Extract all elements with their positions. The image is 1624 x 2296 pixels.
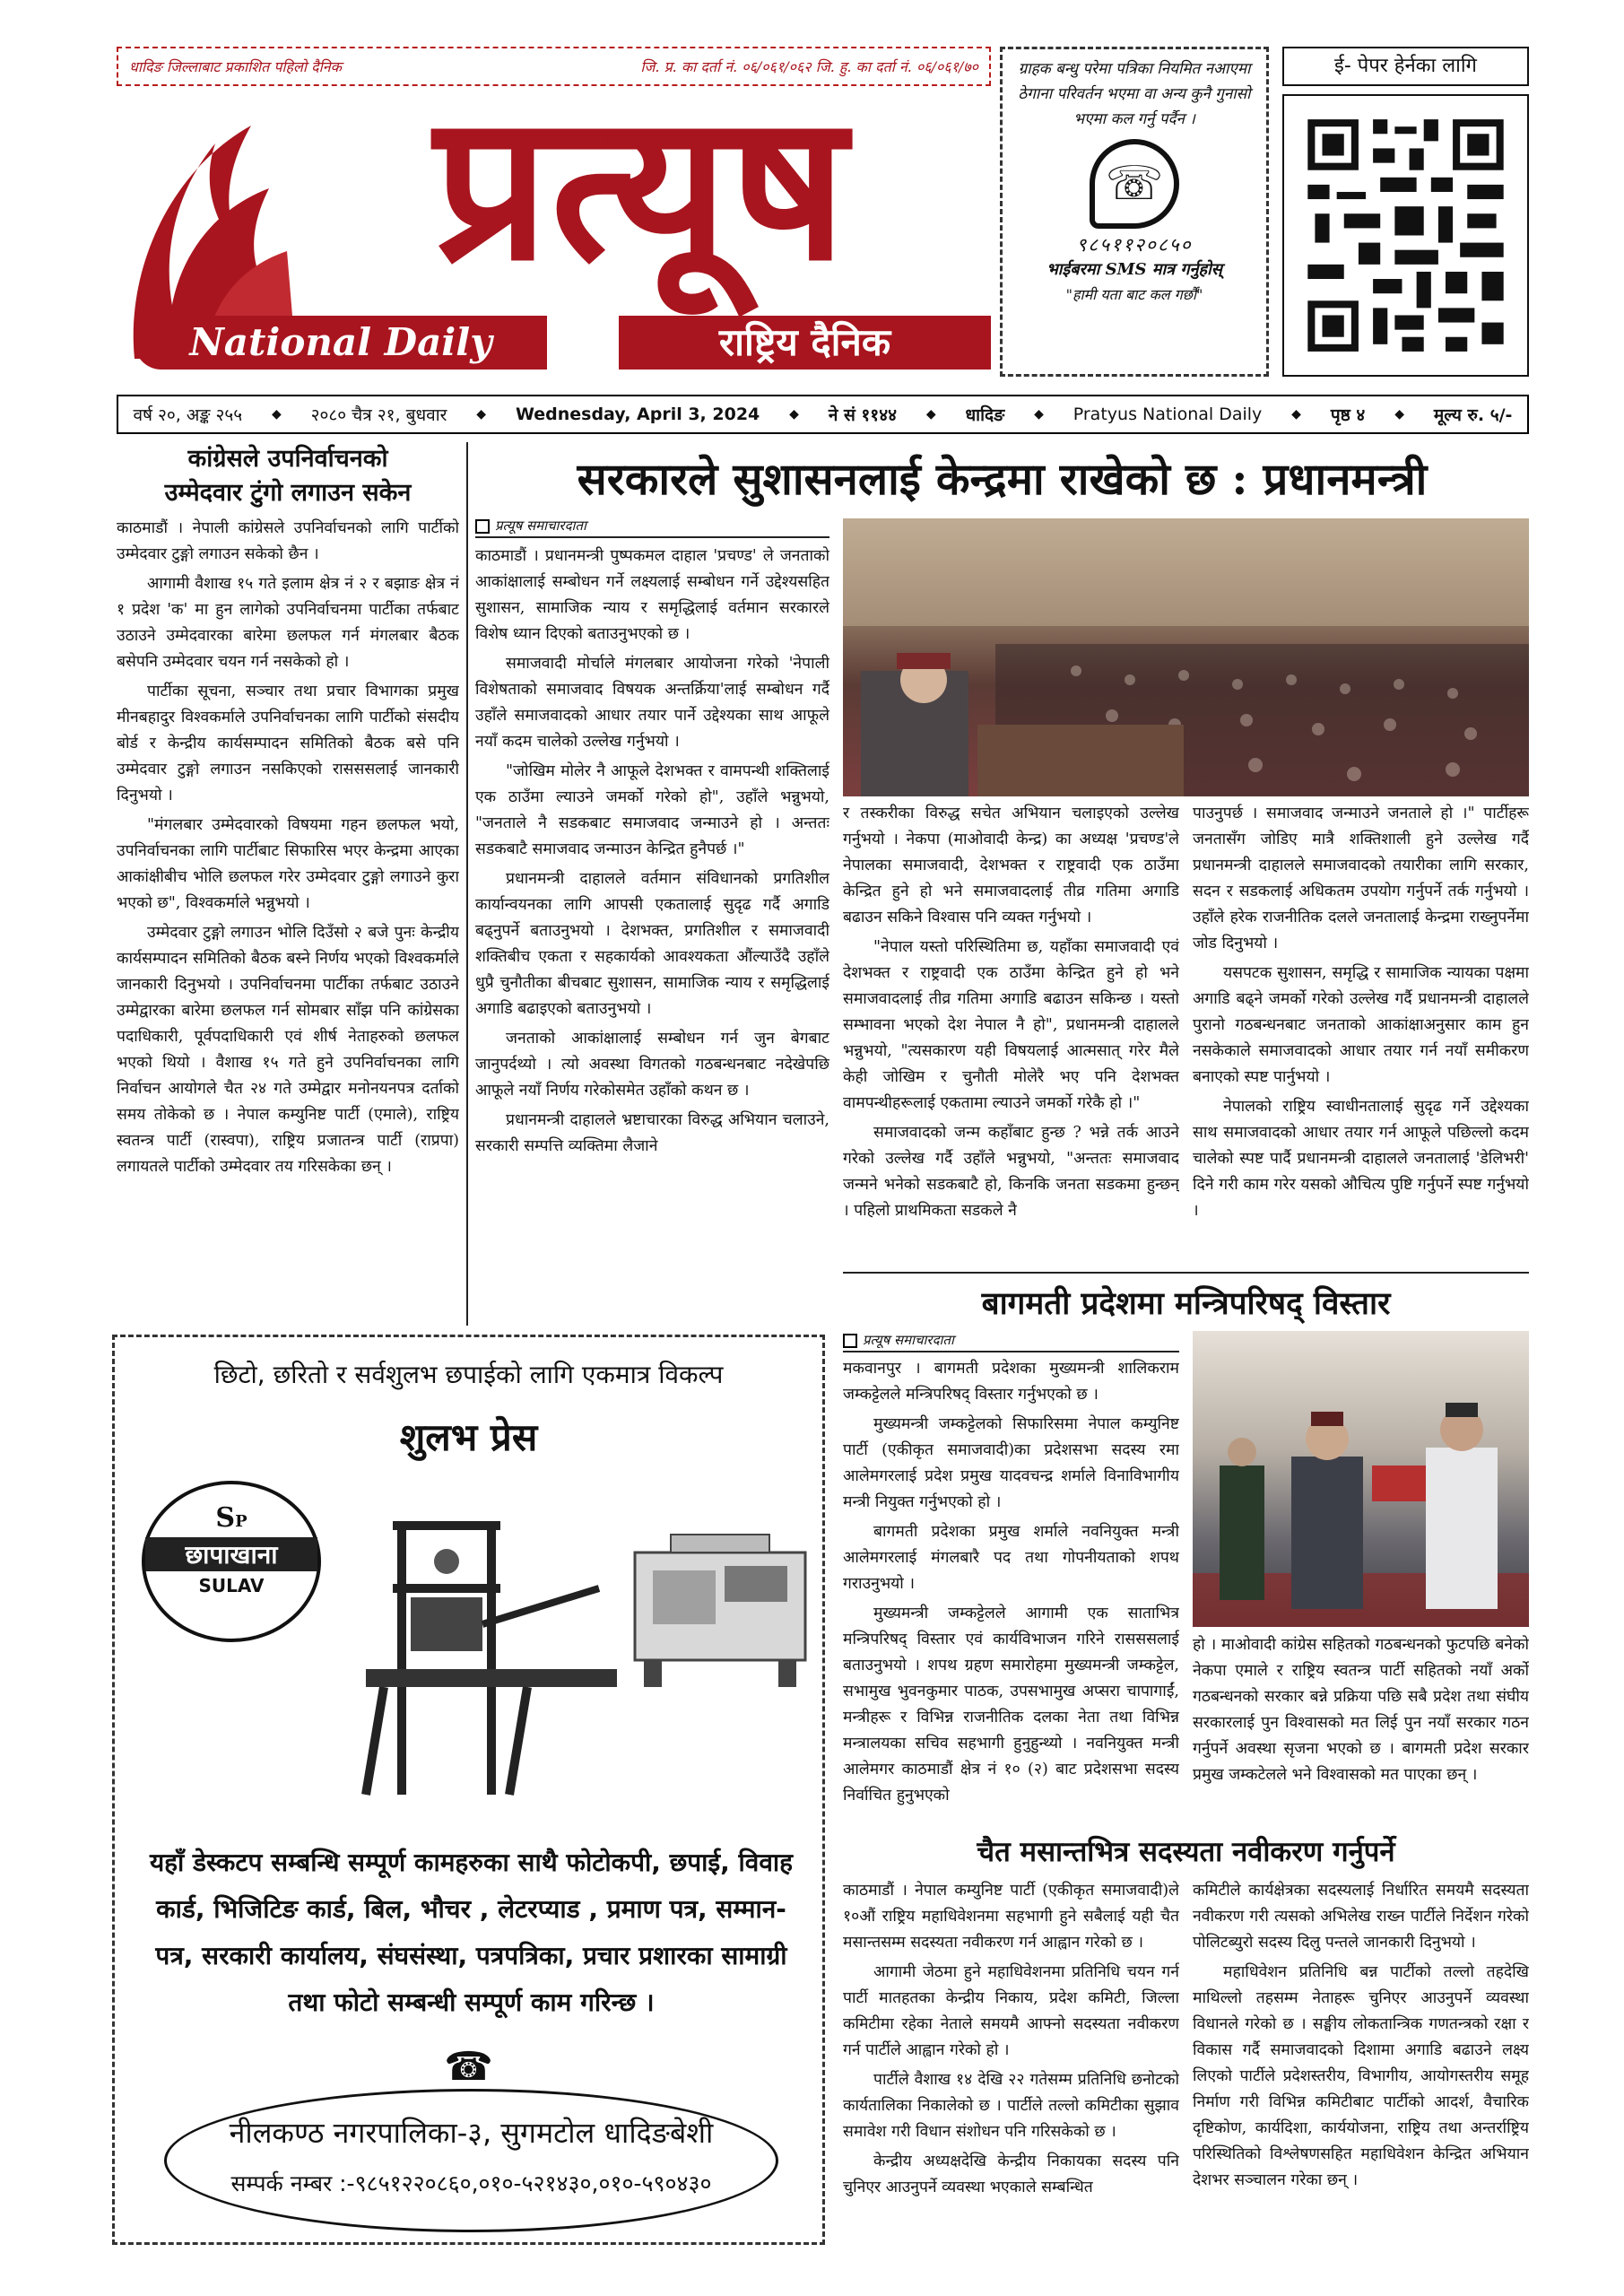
bagmati-byline (843, 1331, 1179, 1352)
main-paragraph: "नेपाल यस्तो परिस्थितिमा छ, यहाँका समाजवादी एवं देशभक्त र राष्ट्रवादी एक ठाउँमा केन्द्रित हुने हो भने समाजवादलाई तीव्र गतिमा अगाडि बढाउन सकिन्छ । यस्तो सम्भावना भएको देश नेपाल नै हो", प्रधानमन्त्री दाहालले भन्नुभयो, "त्यसकारण यही विषयलाई आत्मसात् गरेर मैले केही जोखिम र चुनौती मोलेरै भए पनि देशभक्त वामपन्थीहरूलाई एकतामा ल्याउने जमर्को गरेकै हो ।" (843, 938, 1179, 1112)
main-byline (475, 517, 829, 538)
logo-sp-icon: SP (215, 1502, 248, 1534)
main-paragraph: समाजवादको जन्म कहाँबाट हुन्छ ? भन्ने तर्क आउने गरेको उल्लेख गर्दै उहाँले भन्नुभयो, "अन्ततः समाजवाद जन्मने भनेको सडकबाटै हो, किनकि जनता सडकमा हुन्छन् । पहिलो प्राथमिकता सडकले नै (843, 1124, 1179, 1220)
ad-contact-numbers: सम्पर्क नम्बर :-९८५१२२०८६०,०१०-५२१४३०,०१०-५९०४३० (230, 2170, 712, 2196)
left-headline-line-2: उम्मेदवार टुंगो लगाउन सकेन (164, 479, 412, 507)
main-column-3 (1193, 801, 1529, 1267)
main-column-1 (475, 544, 829, 1326)
qr-code-icon[interactable] (1282, 94, 1529, 377)
volume-issue: वर्ष २०, अङ्क २५५ (133, 405, 243, 425)
tagline-english: National Daily (135, 316, 547, 370)
main-column-2 (843, 801, 1179, 1267)
left-paragraph: आगामी वैशाख १५ गते इलाम क्षेत्र नं २ र बझाङ क्षेत्र नं १ प्रदेश 'क' मा हुन लागेको उपनिर्वाचनमा पार्टीका तर्फबाट उठाउने उम्मेदवारका बारेमा छलफल गर्न मंगलबार बैठक बसेपनि उम्मेदवार चयन गर्न नसकेको हो । (117, 575, 459, 671)
main-headline: सरकारले सुशासनलाई केन्द्रमा राखेको छ : प्रधानमन्त्री (577, 453, 1428, 505)
main-paragraph: "जोखिम मोलेर नै आफूले देशभक्त र वामपन्थी शक्तिलाई एक ठाउँमा ल्याउने जमर्को गरेको हो", उहाँले भन्नुभयो, "जनताले नै सडकबाट समाजवाद जन्माउने हो । अन्ततः सडकबाटै समाजवाद जन्माउन केन्द्रित हुनैपर्छ ।" (475, 762, 829, 858)
separator-diamond-icon: ◆ (1034, 407, 1044, 422)
main-paragraph: नेपालको राष्ट्रिय स्वाधीनतालाई सुदृढ गर्ने उद्देश्यका साथ समाजवादको आधार तयार गर्न आफूले पछिल्लो कदम चालेको स्पष्ट पार्दै प्रधानमन्त्री दाहालले जनतालाई 'डेलिभरी' दिने गरी काम गरेर यसको औचित्य पुष्टि गर्नुपर्ने स्पष्ट गर्नुभयो । (1193, 1098, 1529, 1220)
separator-diamond-icon: ◆ (1394, 407, 1404, 422)
bagmati-column-1 (843, 1356, 1179, 1827)
notice-text: ग्राहक बन्धु परेमा पत्रिका नियमित नआएमा ठेगाना परिवर्तन भएमा वा अन्य कुनै गुनासो भएमा कल गर्नु पर्दैन । (1018, 60, 1251, 128)
left-headline-line-1: कांग्रेसले उपनिर्वाचनको (187, 445, 388, 473)
date-nepali: २०८० चैत्र २१, बुधवार (310, 405, 447, 425)
left-paragraph: "मंगलबार उम्मेदवारको विषयमा गहन छलफल भयो, उपनिर्वाचनका लागि पार्टीबाट सिफारिस भएर केन्द्रमा आएका आकांक्षीबीच भोलि छलफल गरेर उम्मेदवार टुङ्गो लगाउने कुरा भएको छ", विश्वकर्माले भन्नुभयो । (117, 816, 459, 912)
bagmati-headline: बागमती प्रदेशमा मन्त्रिपरिषद् विस्तार (981, 1286, 1391, 1322)
main-paragraph: पाउनुपर्छ । समाजवाद जन्माउने जनताले हो ।" पार्टीहरू जनतासँग जोडिए मात्रै शक्तिशाली हुने उल्लेख गर्दै प्रधानमन्त्री दाहालले समाजवादको तयारीका लागि सरकार, सदन र सडकलाई अधिकतम उपयोग गर्नुपर्ने तर्क गर्नुभयो । उहाँले हरेक राजनीतिक दलले जनतालाई केन्द्रमा राख्नुपर्नेमा जोड दिनुभयो । (1193, 804, 1529, 952)
publication-place: धादिङ (965, 405, 1005, 425)
price: मूल्य रु. ५/- (1433, 405, 1513, 425)
viber-number: ९८५११२०८५० (1076, 234, 1193, 256)
bagmati-article-photo (1193, 1331, 1529, 1627)
registration-number: जि. प्र. का दर्ता नं. ०६/०६१/०६२ जि. हु. का दर्ता नं. ०६/०६१/७० (640, 58, 978, 75)
epaper-label: ई- पेपर हेर्नका लागि (1282, 47, 1529, 86)
bagmati-byline-text: प्रत्यूष समाचारदाता (863, 1332, 954, 1348)
offset-printer-illustration (626, 1517, 814, 1696)
ad-services-text: यहाँ डेस्कटप सम्बन्धि सम्पूर्ण कामहरुका साथै फोटोकपी, छपाई, विवाह कार्ड, भिजिटिङ कार्ड, बिल, भौचर , लेटरप्याड , प्रमाण पत्र, सम्मान-पत्र, सरकारी कार्यालय, संघसंस्था, पत्रपत्रिका, प्रचार प्रशारका सामाग्री तथा फोटो सम्बन्धी सम्पूर्ण काम गरिन्छ । (149, 1848, 794, 2017)
publication-name: Pratyus National Daily (1073, 404, 1263, 424)
hand-press-illustration (330, 1508, 617, 1804)
sulav-press-advertisement (112, 1335, 825, 2245)
byline-box-icon (475, 519, 490, 534)
membership-paragraph: आगामी जेठमा हुने महाधिवेशनमा प्रतिनिधि चयन गर्न पार्टी मातहतका केन्द्रीय निकाय, प्रदेश कमिटी, जिल्ला कमिटीमा रहेका नेताले समयमै आफ्नो सदस्यता नवीकरण गर्न पार्टीले आह्वान गरेको हो । (843, 1963, 1179, 2059)
bagmati-paragraph: मकवानपुर । बागमती प्रदेशका मुख्यमन्त्री शालिकराम जम्कट्टेलले मन्त्रिपरिषद् विस्तार गर्नुभएको छ । (843, 1360, 1179, 1404)
main-paragraph: काठमाडौं । प्रधानमन्त्री पुष्पकमल दाहाल 'प्रचण्ड' ले जनताको आकांक्षालाई सम्बोधन गर्ने लक्ष्यलाई सम्बोधन गर्ने उद्देश्यसहित सुशासन, सामाजिक न्याय र समृद्धिलाई वर्तमान सरकारले विशेष ध्यान दिएको बताउनुभएको छ । (475, 547, 829, 643)
main-byline-text: प्रत्यूष समाचारदाता (495, 517, 586, 534)
membership-column-1 (843, 1878, 1179, 2246)
viber-icon: ☏ (1090, 139, 1179, 229)
separator-diamond-icon: ◆ (1291, 407, 1301, 422)
bagmati-paragraph: मुख्यमन्त्री जम्कट्टेलको सिफारिसमा नेपाल कम्युनिष्ट पार्टी (एकीकृत समाजवादी)का प्रदेशसभा सदस्य रमा आलेमगरलाई प्रदेश प्रमुख यादवचन्द्र शर्माले विनाविभागीय मन्त्री नियुक्त गर्नुभएको हो । (843, 1415, 1179, 1511)
membership-paragraph: कमिटीले कार्यक्षेत्रका सदस्यलाई निर्धारित समयमै सदस्यता नवीकरण गरी त्यसको अभिलेख राख्न पार्टीले निर्देशन गरेको पोलिटब्युरो सदस्य दिलु पन्तले जानकारी दिनुभयो । (1193, 1882, 1529, 1952)
ad-address-oval (164, 2089, 778, 2232)
main-paragraph: प्रधानमन्त्री दाहालले वर्तमान संविधानको प्रगतिशील कार्यान्वयनका लागि आपसी एकतालाई सुदृढ गर्दै अगाडि बढ्नुपर्ने बताउनुभयो । देशभक्त, प्रगतिशील र समाजवादी शक्तिबीच एकता र सहकार्यको आवश्यकता औंल्याउँदै उहाँले धुप्रै चुनौतीका बीचबाट सुशासन, सामाजिक न्याय र समृद्धिलाई अगाडि बढाइएको बताउनुभयो । (475, 870, 829, 1018)
left-article (117, 442, 459, 1326)
customer-notice-box (1000, 47, 1269, 377)
main-paragraph: प्रधानमन्त्री दाहालले भ्रष्टाचारका विरुद्ध अभियान चलाउने, सरकारी सम्पत्ति व्यक्तिमा लैजाने (475, 1111, 829, 1155)
ad-address: नीलकण्ठ नगरपालिका-३, सुगमटोल धादिङबेशी (229, 2116, 714, 2150)
main-paragraph: जनताको आकांक्षालाई सम्बोधन गर्न जुन बेगबाट जानुपर्दथ्यो । त्यो अवस्था विगतको गठबन्धनबाट नदेखेपछि आफूले नयाँ निर्णय गरेकोसमेत उहाँको कथन छ । (475, 1030, 829, 1100)
membership-paragraph: केन्द्रीय अध्यक्षदेखि केन्द्रीय निकायका सदस्य पनि चुनिएर आउनुपर्ने व्यवस्था भएकाले सम्बन्धित (843, 2152, 1179, 2196)
logo-english-text: SULAV (198, 1575, 265, 1596)
masthead-logo (117, 71, 991, 377)
first-daily-label: धादिङ जिल्लाबाट प्रकाशित पहिलो दैनिक (129, 58, 342, 75)
left-paragraph: उम्मेदवार टुङ्गो लगाउन भोलि दिउँसो २ बजे पुनः केन्द्रीय कार्यसम्पादन समितिको बैठक बस्ने निर्णय भएको विश्वकर्माले जानकारी दिनुभयो । उपनिर्वाचनमा पार्टीका तर्फबाट उठाउने उम्मेद्वारका बारेमा छलफल गर्न सोमबार साँझ पनि कांग्रेसका पदाधिकारी, पूर्वपदाधिकारी एवं शीर्ष नेताहरुको छलफल भएको थियो । वैशाख १५ गते हुने उपनिर्वाचनका लागि निर्वाचन आयोगले चैत २४ गते उम्मेद्वार मनोनयनपत्र दर्ताको समय तोकेको छ । नेपाल कम्युनिष्ट पार्टी (एमाले), राष्ट्रिय स्वतन्त्र पार्टी (रास्वपा), राष्ट्रिय प्रजातन्त्र पार्टी (राप्रपा) लगायतले पार्टीको उम्मेदवार तय गरिसकेका छन् । (117, 924, 459, 1176)
membership-column-2 (1193, 1878, 1529, 2246)
section-divider (843, 1272, 1529, 1274)
membership-paragraph: काठमाडौं । नेपाल कम्युनिष्ट पार्टी (एकीकृत समाजवादी)ले १०औं राष्ट्रिय महाधिवेशनमा सहभागी हुने सबैलाई यही चैत मसान्तसम्म सदस्यता नवीकरण गर्न आह्वान गरेको छ । (843, 1882, 1179, 1952)
dateline-bar (117, 395, 1529, 434)
left-paragraph: काठमाडौं । नेपाली कांग्रेसले उपनिर्वाचनको लागि पार्टीको उम्मेदवार टुङ्गो लगाउन सकेको छैन । (117, 519, 459, 563)
left-article-headline (117, 442, 459, 510)
viber-quote: "हामी यता बाट कल गर्छौं" (1065, 286, 1203, 303)
membership-paragraph: पार्टीले वैशाख १४ देखि २२ गतेसम्म प्रतिनिधि छनोटको कार्यतालिका निकालेको छ । पार्टीले तल्लो कमिटीका सुझाव समावेश गरी विधान संशोधन पनि गरिसकेको छ । (843, 2071, 1179, 2141)
logo-nepali-text: छापाखाना (145, 1537, 317, 1571)
nepal-sambat: ने सं ११४४ (828, 405, 897, 425)
separator-diamond-icon: ◆ (789, 407, 799, 422)
column-divider (466, 442, 468, 1326)
bagmati-paragraph: बागमती प्रदेशका प्रमुख शर्माले नवनियुक्त मन्त्री आलेमगरलाई मंगलबारै पद तथा गोपनीयताको शपथ गराउनुभयो । (843, 1523, 1179, 1593)
page-number: पृष्ठ ४ (1330, 405, 1366, 425)
sulav-logo (142, 1481, 321, 1642)
membership-headline: चैत मसान्तभित्र सदस्यता नवीकरण गर्नुपर्ने (977, 1836, 1395, 1868)
tagline-nepali: राष्ट्रिय दैनिक (619, 316, 991, 370)
phone-icon: ☎ (444, 2044, 493, 2090)
date-english: Wednesday, April 3, 2024 (515, 404, 760, 424)
membership-paragraph: महाधिवेशन प्रतिनिधि बन्न पार्टीको तल्लो तहदेखि माथिल्लो तहसम्म नेताहरू चुनिएर आउनुपर्ने व्यवस्था विधानले गरेको छ । सङ्घीय लोकतान्त्रिक गणतन्त्रको रक्षा र विकास गर्दै समाजवादको दिशामा अगाडि बढाउने लक्ष्य लिएको पार्टीले प्रदेशस्तरीय, विभागीय, आयोगस्तरीय समूह निर्माण गरी विभिन्न कमिटीबाट पार्टीको आदर्श, वैचारिक दृष्टिकोण, कार्यदिशा, कार्ययोजना, राष्ट्रिय तथा अन्तर्राष्ट्रिय परिस्थितिको विश्लेषणसहित महाधिवेशन केन्द्रित अभियान देशभर सञ्चालन गरेका छन् । (1193, 1963, 1529, 2189)
main-paragraph: यसपटक सुशासन, समृद्धि र सामाजिक न्यायका पक्षमा अगाडि बढ्ने जमर्को गरेको उल्लेख गर्दै प्रधानमन्त्री दाहालले पुरानो गठबन्धनबाट जनताको आकांक्षाअनुसार काम हुन नसकेकाले समाजवादको आधार तयार गर्न नयाँ समीकरण बनाएको स्पष्ट पार्नुभयो । (1193, 964, 1529, 1086)
separator-diamond-icon: ◆ (476, 407, 487, 422)
viber-sms-line: भाईबरमा SMS मात्र गर्नुहोस् (1046, 260, 1222, 279)
main-paragraph: समाजवादी मोर्चाले मंगलबार आयोजना गरेको 'नेपाली विशेषताको समाजवाद विषयक अन्तर्क्रिया'लाई सम्बोधन गर्दै उहाँले समाजवादको आधार तयार पार्ने उद्देश्यका साथ आफूले नयाँ कदम चालेको उल्लेख गर्नुभयो । (475, 655, 829, 751)
logo-wordmark: प्रत्यूष (434, 71, 848, 306)
bagmati-paragraph: हो । माओवादी कांग्रेस सहितको गठबन्धनको फुटपछि बनेको नेकपा एमाले र राष्ट्रिय स्वतन्त्र पार्टी सहितको नयाँ अर्को गठबन्धनको सरकार बन्ने प्रक्रिया पछि सबै प्रदेश तथा संघीय सरकारलाई पुन विश्वासको मत लिई पुन नयाँ सरकार गठन गर्नुपर्ने अवस्था सृजना भएको छ । बागमती प्रदेश सरकार प्रमुख जम्कटेलले भने विश्वासको मत पाएका छन् । (1193, 1636, 1529, 1784)
ad-business-name: शुलभ प्रेस (399, 1415, 538, 1459)
byline-box-icon (843, 1334, 857, 1348)
bagmati-column-2 (1193, 1632, 1529, 1830)
separator-diamond-icon: ◆ (271, 407, 282, 422)
main-paragraph: र तस्करीका विरुद्ध सचेत अभियान चलाइएको उल्लेख गर्नुभयो । नेकपा (माओवादी केन्द्र) का अध्यक्ष 'प्रचण्ड'ले नेपालका समाजवादी, देशभक्त र राष्ट्रवादी एक ठाउँमा केन्द्रित हुने हो भने समाजवादलाई तीव्र गतिमा अगाडि बढाउन सकिने विश्वास पनि व्यक्त गर्नुभयो । (843, 804, 1179, 926)
separator-diamond-icon: ◆ (925, 407, 936, 422)
bagmati-paragraph: मुख्यमन्त्री जम्कट्टेलले आगामी एक साताभित्र मन्त्रिपरिषद् विस्तार एवं कार्यविभाजन गरिने रासससलाई बताउनुभयो । शपथ ग्रहण समारोहमा मुख्यमन्त्री जम्कट्टेल, सभामुख भुवनकुमार पाठक, उपसभामुख अप्सरा चापागाईं, मन्त्रीहरू र विभिन्न राजनीतिक दलका नेता तथा विभिन्न मन्त्रालयका सचिव सहभागी हुनुहुन्थ्यो । नवनियुक्त मन्त्री आलेमगर काठमाडौं क्षेत्र नं १० (२) बाट प्रदेशसभा सदस्य निर्वाचित हुनुभएको (843, 1605, 1179, 1805)
main-article-photo (843, 518, 1529, 796)
ad-tagline: छिटो, छरितो र सर्वशुलभ छपाईको लागि एकमात्र विकल्प (213, 1360, 724, 1389)
left-paragraph: पार्टीका सूचना, सञ्चार तथा प्रचार विभागका प्रमुख मीनबहादुर विश्वकर्माले उपनिर्वाचनका लागि पार्टीको संसदीय बोर्ड र केन्द्रीय कार्यसम्पादन समितिको बैठक बसे पनि उम्मेदवार टुङ्गो लगाउन नसकिएको रासससलाई जानकारी दिनुभयो । (117, 683, 459, 804)
